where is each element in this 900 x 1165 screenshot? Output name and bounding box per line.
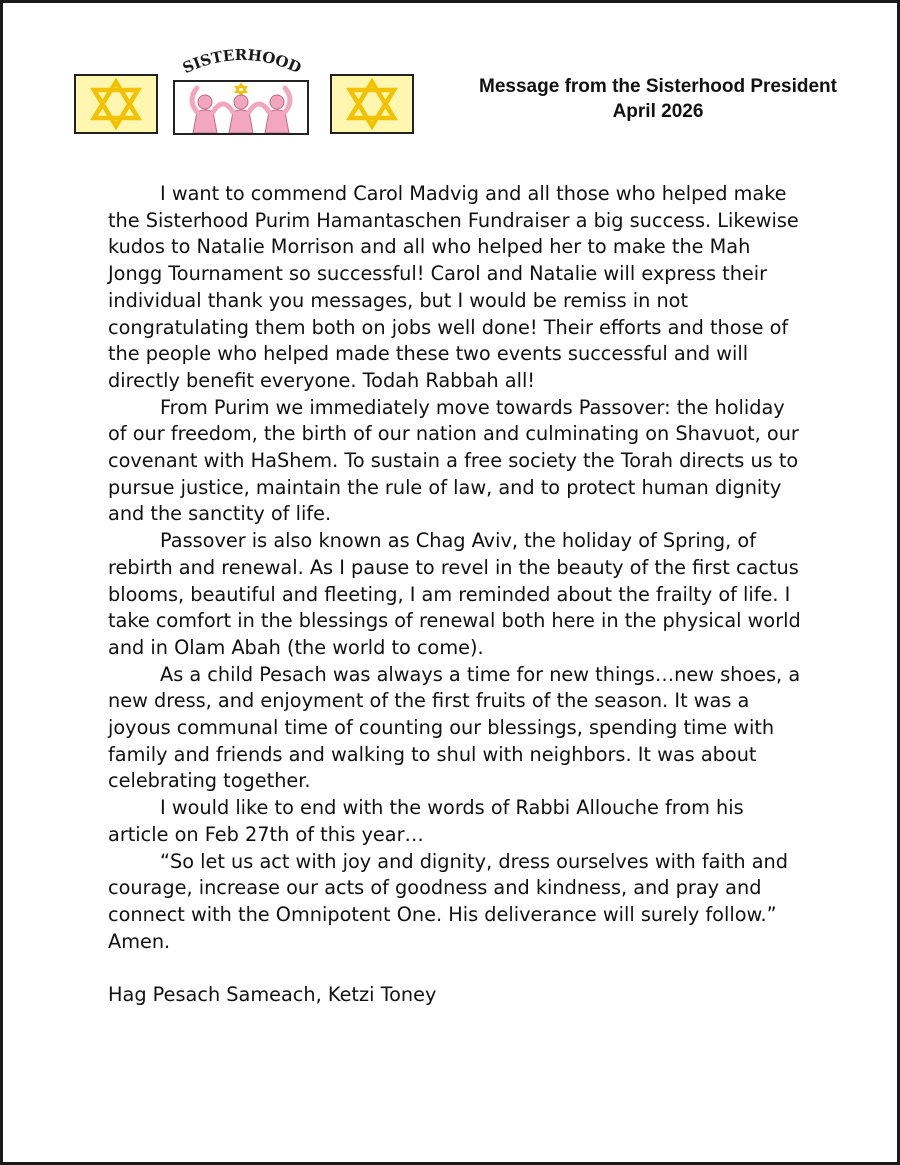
paragraph: Passover is also known as Chag Aviv, the holiday of Spring, of rebirth and renewal. As I pause to revel in the beauty of the first cactus blooms, beautiful and fleeting, I am reminded about the frailty of life. I take comfort in the blessings of renewal both here in the physical world and in Olam Abah (the world to come). (108, 529, 801, 659)
message-title: Message from the Sisterhood President (479, 76, 837, 97)
star-of-david-logo-right (330, 74, 414, 134)
quote-paragraph: “So let us act with joy and dignity, dress ourselves with faith and courage, increase our acts of goodness and kindness, and pray and connect with the Omnipotent One. His deliverance will surely follow.” Amen. (108, 849, 788, 953)
sisterhood-figures-logo (173, 80, 309, 135)
star-of-david-icon (76, 76, 156, 132)
paragraph: I want to commend Carol Madvig and all those who helped make the Sisterhood Purim Hamantaschen Fundraiser a big success. Likewise kudos to Natalie Morrison and all who helped her to make the Mah Jongg Tournament so successful! Carol and Natalie will express their individual thank you messages, but I would be remiss in not congratulating them both on jobs well done! Their efforts and those of the people who helped made these two events successful and will directly benefit everyone. Todah Rabbah all! (108, 182, 799, 392)
message-date: April 2026 (612, 101, 704, 122)
logo-word-text: SISTERHOOD (179, 46, 305, 78)
message-heading (443, 74, 873, 124)
paragraph: From Purim we immediately move towards Passover: the holiday of our freedom, the birth of our nation and culminating on Shavuot, our covenant with HaShem. To sustain a free society the Torah directs us to pursue justice, maintain the rule of law, and to protect human dignity and the sanctity of life. (108, 395, 799, 526)
sisterhood-wordmark (171, 46, 313, 80)
message-body (108, 181, 808, 1009)
paragraph: I would like to end with the words of Rabbi Allouche from his article on Feb 27th of this year… (108, 796, 744, 846)
svg-text:SISTERHOOD (180, 46, 304, 77)
star-of-david-icon (332, 76, 412, 132)
paragraph: As a child Pesach was always a time for new things…new shoes, a new dress, and enjoyment of the first fruits of the season. It was a joyous communal time of counting our blessings, spending time with family and friends and walking to shul with neighbors. It was about celebrating together. (108, 662, 801, 793)
signoff: Hag Pesach Sameach, Ketzi Toney (108, 983, 437, 1007)
star-of-david-logo-left (74, 74, 158, 134)
